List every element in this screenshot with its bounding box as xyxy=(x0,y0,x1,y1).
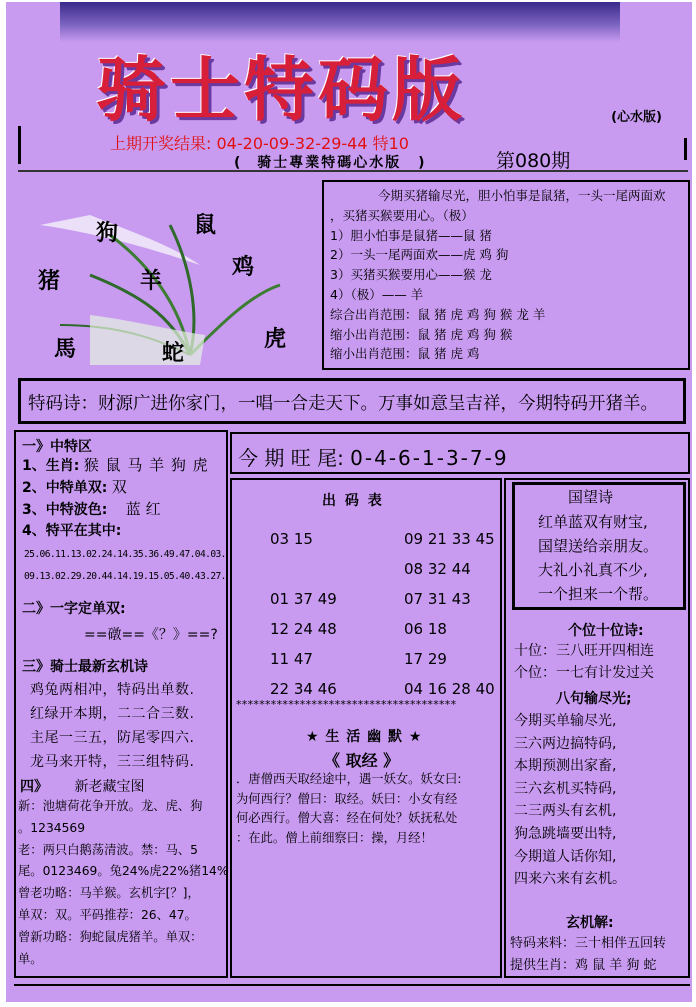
riddle-line: 1）胆小怕事是鼠猪——鼠 猪 xyxy=(330,227,492,243)
zodiac-pig: 猪 xyxy=(38,268,61,294)
baju-title: 八句输尽光; xyxy=(556,691,632,707)
subtitle-close: ) xyxy=(418,155,425,171)
last-result-special: 特10 xyxy=(372,134,409,153)
cangbao-line: 尾。0123469。兔24%虎22%猪14% xyxy=(18,864,229,879)
xuanji-poem-line: 红绿开本期，二二合三数. xyxy=(30,706,195,722)
humor-line: ：在此。僧上前细察曰：操，月经！ xyxy=(236,830,433,845)
cangbao-line: 。1234569 xyxy=(18,820,86,835)
gewei-title: 个位十位诗: xyxy=(568,623,644,639)
zhongte-items xyxy=(22,455,209,542)
cangbao-line: 老：两只白鹅荡清波。禁：马、5 xyxy=(18,842,198,857)
zhongte-item: 4、特平在其中: xyxy=(22,523,122,539)
wangwei xyxy=(238,442,509,471)
zodiac-horse: 馬 xyxy=(54,336,77,362)
chuma-row: 22 34 46 04 16 28 40 xyxy=(270,680,495,698)
zodiac-dog: 狗 xyxy=(96,220,119,246)
last-result-numbers: 04-20-09-32-29-44 xyxy=(216,134,368,153)
humor-line: 为何西行？僧曰：取经。妖曰：小女有经 xyxy=(236,791,458,806)
cangbao-label: 四》 xyxy=(20,779,48,795)
chuma-row: 12 24 48 06 18 xyxy=(270,620,447,638)
gewei-line: 十位：三八旺开四相连 xyxy=(514,643,654,659)
special-numbers-line: 09.13.02.29.20.44.14.19.15.05.40.43.27. xyxy=(24,571,226,582)
chuma-title: 出 码 表 xyxy=(322,493,384,509)
xuanji-poem-line: 主尾一三五，防尾零四六. xyxy=(30,730,195,746)
page-title: 骑士特码版 xyxy=(96,48,466,131)
baju-line: 三六两边搞特码, xyxy=(514,735,617,752)
zodiac-rooster: 鸡 xyxy=(232,254,255,280)
baju-line: 四来六来有玄机。 xyxy=(514,871,626,888)
chuma-row: 11 47 17 29 xyxy=(270,650,447,668)
special-numbers-line: 25.06.11.13.02.24.14.35.36.49.47.04.03. xyxy=(24,549,226,560)
baju-line: 今期道人话你知, xyxy=(514,848,617,865)
zodiac-rat: 鼠 xyxy=(194,212,217,238)
baju-line: 三六玄机买特码, xyxy=(514,780,617,797)
special-numbers xyxy=(24,544,226,588)
xuanji-jie-line: 特码来料：三十相伴五回转 xyxy=(510,936,667,951)
zhongte-title: 一》中特区 xyxy=(22,439,92,455)
guowang-line: 大礼小礼真不少, xyxy=(538,561,648,579)
yizi-text: ==礅==《？》==? xyxy=(84,627,218,643)
issue-number: 第080期 xyxy=(496,150,571,172)
riddle-text xyxy=(330,186,688,364)
cangbao-title-text: 新老藏宝图 xyxy=(74,779,145,795)
header-rule-left xyxy=(18,126,21,164)
last-result xyxy=(110,131,409,154)
chuma-row: 08 32 44 xyxy=(404,560,471,578)
wangwei-label: 今 期 旺 尾: xyxy=(238,446,344,470)
chuma-row: 03 15 09 21 33 45 xyxy=(270,530,495,548)
cangbao-line: 单双：双。平码推荐：26、47。 xyxy=(18,907,197,922)
riddle-line: 缩小出肖范围：鼠 猪 虎 鸡 狗 猴 xyxy=(330,326,513,342)
cangbao-line: 新：池塘荷花争开放。龙、虎、狗 xyxy=(18,799,203,813)
riddle-line: 4）（极）—— 羊 xyxy=(330,286,424,302)
zhongte-item: 3、中特波色: 蓝 红 xyxy=(22,500,161,518)
cangbao-line: 曾老功略：马羊猴。玄机字[？]， xyxy=(18,886,200,901)
riddle-line: 3）买猪买猴要用心——猴 龙 xyxy=(330,267,492,283)
xuanji-jie-line: 提供生肖：鸡 鼠 羊 狗 蛇 xyxy=(510,958,657,973)
baju-line: 二三两头有玄机, xyxy=(514,803,617,820)
zhongte-item: 2、中特单双: 双 xyxy=(22,478,127,496)
baju-line: 今期买单输尽光, xyxy=(514,713,617,729)
guowang-line: 一个担来一个帮。 xyxy=(538,585,659,603)
humor-line: ．唐僧西天取经途中，遇一妖女。妖女曰: xyxy=(236,772,462,786)
subtitle-text: 骑士專業特碼心水版 xyxy=(257,155,402,171)
cangbao-line: 曾新功略：狗蛇鼠虎猪羊。单双： xyxy=(18,929,203,944)
star-divider: ************************************** xyxy=(236,698,457,711)
baju-lines xyxy=(514,710,626,891)
guowang-poem xyxy=(538,510,658,606)
guowang-title: 国望诗 xyxy=(568,488,614,506)
edition-label: (心水版) xyxy=(611,110,662,125)
cangbao-text xyxy=(18,796,230,970)
yizi-title: 二》一字定单双: xyxy=(22,601,126,617)
subtitle-open: ( xyxy=(234,155,241,171)
header-rule-right xyxy=(684,138,687,160)
cangbao-line: 单。 xyxy=(18,951,43,966)
zodiac-snake: 蛇 xyxy=(162,340,185,366)
humor-subtitle: 《 取经 》 xyxy=(324,751,400,770)
zodiac-tiger: 虎 xyxy=(264,326,287,352)
guowang-line: 国望送给亲朋友。 xyxy=(538,537,659,555)
chuma-rows xyxy=(270,524,500,704)
gewei-line: 个位：一七有计发过关 xyxy=(514,665,654,681)
humor-line: 何必西行。僧大喜：经在何处？妖抚私处 xyxy=(236,811,458,825)
riddle-line: 2）一头一尾两面欢——虎 鸡 狗 xyxy=(330,247,509,263)
xuanji-jie-lines xyxy=(510,933,666,977)
zhongte-item: 1、生肖: 猴 鼠 马 羊 狗 虎 xyxy=(22,456,209,474)
xuanji-poem xyxy=(30,678,194,774)
riddle-line: 今期买猪输尽光，胆小怕事是鼠猪，一头一尾两面欢 xyxy=(378,188,666,203)
poem-banner-text: 特码诗：财源广进你家门，一唱一合走天下。万事如意呈吉祥，今期特码开猪羊。 xyxy=(28,394,658,414)
cangbao-title xyxy=(20,776,144,796)
humor-text xyxy=(236,770,498,848)
chuma-row: 01 37 49 07 31 43 xyxy=(270,590,471,608)
xuanji-poem-title: 三》骑士最新玄机诗 xyxy=(22,659,148,675)
riddle-line: 缩小出肖范围：鼠 猪 虎 鸡 xyxy=(330,346,480,362)
xuanji-poem-line: 龙马来开特，三三组特码. xyxy=(30,754,195,770)
riddle-line: 综合出肖范围：鼠 猪 虎 鸡 狗 猴 龙 羊 xyxy=(330,306,546,322)
baju-line: 本期预测出家畜, xyxy=(514,758,617,775)
last-result-label: 上期开奖结果: xyxy=(110,134,212,153)
bottom-rule xyxy=(14,984,690,986)
xuanji-jie-title: 玄机解: xyxy=(566,915,614,931)
guowang-line: 红单蓝双有财宝, xyxy=(538,513,648,531)
humor-title: ★ 生 活 幽 默 ★ xyxy=(306,729,423,745)
xuanji-poem-line: 鸡兔两相冲，特码出单数. xyxy=(30,682,195,698)
wangwei-value: 0-4-6-1-3-7-9 xyxy=(350,446,509,470)
zodiac-goat: 羊 xyxy=(140,268,163,294)
gewei-lines xyxy=(514,640,654,684)
baju-line: 狗急跳墙要出特, xyxy=(514,825,617,842)
subtitle xyxy=(234,152,425,172)
riddle-line: ，买猪买猴要用心。（极） xyxy=(330,207,474,223)
